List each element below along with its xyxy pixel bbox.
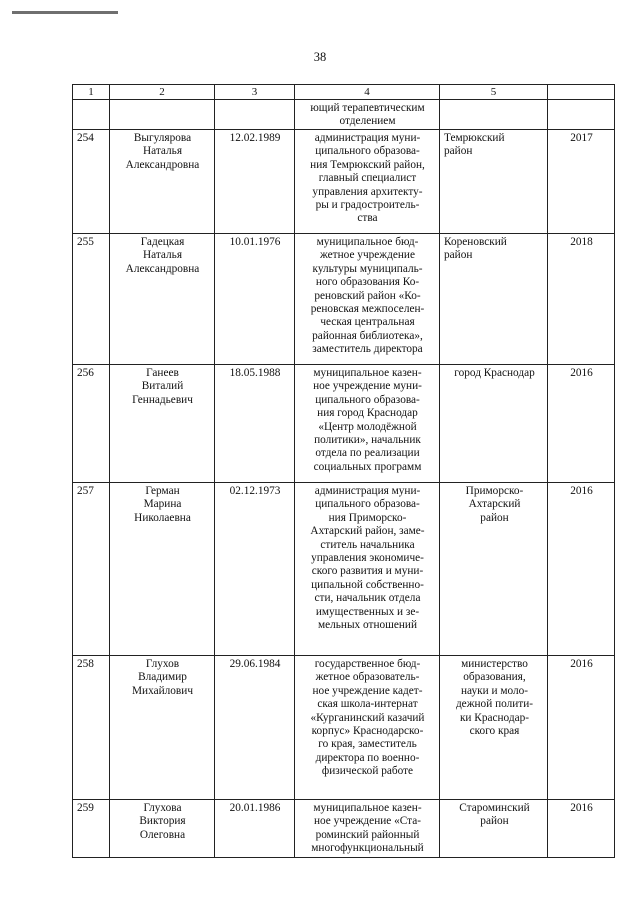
column-number: 1 — [73, 85, 110, 100]
column-number: 4 — [295, 85, 440, 100]
birth-date: 10.01.1976 — [215, 234, 295, 365]
top-rule — [12, 11, 118, 14]
organization: государственное бюд- жетное образователь- ное учреждение кадет- ская школа-интернат «Курганинский казачий корпус» Краснодарско- го края, заместитель директора по военно- физической работе — [295, 656, 440, 800]
person-name: Глухов Владимир Михайлович — [110, 656, 215, 800]
birth-date: 02.12.1973 — [215, 483, 295, 656]
organization: муниципальное бюд- жетное учреждение культуры муниципаль- ного образования Ко- реновский район «Ко- реновская межпоселен- ческая центральная районная библиотека», заместитель директора — [295, 234, 440, 365]
cell-year — [548, 100, 615, 130]
row-number: 255 — [73, 234, 110, 365]
municipality: Староминский район — [440, 800, 548, 858]
organization-text: ющий терапевтическим отделением — [310, 102, 425, 128]
organization: администрация муни- ципального образова- ния Темрюкский район, главный специалист управления архитекту- ры и градостроитель- ства — [295, 130, 440, 234]
year: 2016 — [548, 800, 615, 858]
person-name: Выгулярова Наталья Александровна — [110, 130, 215, 234]
birth-date: 20.01.1986 — [215, 800, 295, 858]
cell-date — [215, 100, 295, 130]
person-name: Гадецкая Наталья Александровна — [110, 234, 215, 365]
person-name: Герман Марина Николаевна — [110, 483, 215, 656]
table-row — [73, 365, 615, 483]
column-number-row — [73, 85, 615, 100]
municipality: Темрюкский район — [440, 130, 548, 234]
row-number: 258 — [73, 656, 110, 800]
row-number: 259 — [73, 800, 110, 858]
continuation-row — [73, 100, 615, 130]
birth-date: 12.02.1989 — [215, 130, 295, 234]
organization: муниципальное казен- ное учреждение муни- ципального образова- ния город Краснодар «Центр молодёжной политики», начальник отдела по реализации социальных программ — [295, 365, 440, 483]
year: 2016 — [548, 365, 615, 483]
column-number: 3 — [215, 85, 295, 100]
cell-num — [73, 100, 110, 130]
cell-name — [110, 100, 215, 130]
cell-organization — [295, 100, 440, 130]
table-row — [73, 483, 615, 656]
birth-date: 29.06.1984 — [215, 656, 295, 800]
year: 2017 — [548, 130, 615, 234]
column-number: 5 — [440, 85, 548, 100]
page-number: 38 — [313, 50, 327, 64]
column-number — [548, 85, 615, 100]
person-name: Глухова Виктория Олеговна — [110, 800, 215, 858]
year: 2016 — [548, 483, 615, 656]
table-row — [73, 800, 615, 858]
year: 2016 — [548, 656, 615, 800]
row-number: 256 — [73, 365, 110, 483]
organization: муниципальное казен- ное учреждение «Ста- роминский районный многофункциональный — [295, 800, 440, 858]
municipality: Приморско- Ахтарский район — [440, 483, 548, 656]
municipality: министерство образования, науки и моло- дежной полити- ки Краснодар- ского края — [440, 656, 548, 800]
table-row — [73, 130, 615, 234]
row-number: 257 — [73, 483, 110, 656]
person-name: Ганеев Виталий Геннадьевич — [110, 365, 215, 483]
municipality: город Краснодар — [440, 365, 548, 483]
birth-date: 18.05.1988 — [215, 365, 295, 483]
table-row — [73, 656, 615, 800]
municipality: Кореновский район — [440, 234, 548, 365]
row-number: 254 — [73, 130, 110, 234]
organization: администрация муни- ципального образова- ния Приморско- Ахтарский район, заме- ститель начальника управления экономиче- ского развития и муни- ципальной собственно- сти, начальник отдела имущественных и зе- мельных отношений — [295, 483, 440, 656]
records-table — [72, 84, 615, 858]
table-row — [73, 234, 615, 365]
column-number: 2 — [110, 85, 215, 100]
year: 2018 — [548, 234, 615, 365]
cell-place — [440, 100, 548, 130]
